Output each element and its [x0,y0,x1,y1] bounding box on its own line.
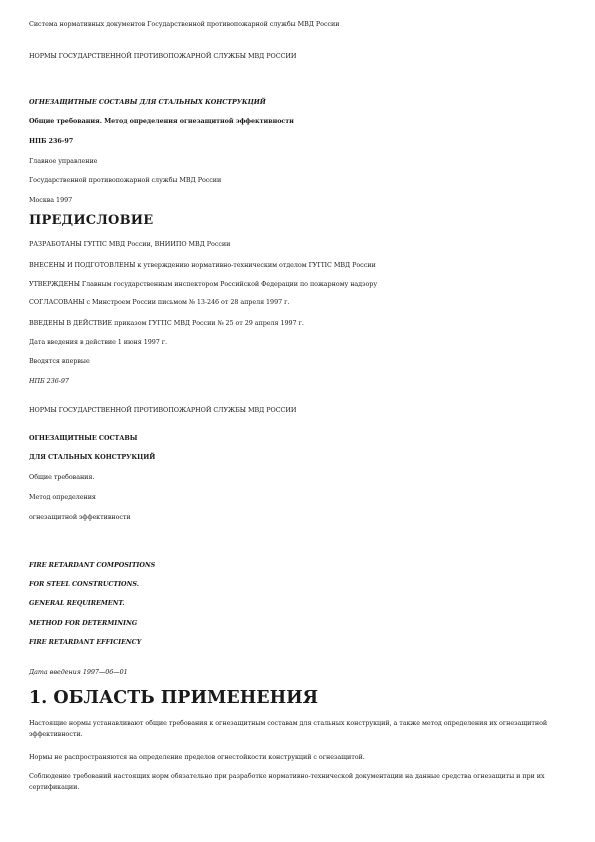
section1-paragraph-3: Соблюдение требований настоящих норм обязательно при разработке нормативно-технической документации на данные средства огнезащиты и при их сертификации. [29,772,545,791]
preface-heading: ПРЕДИСЛОВИЕ [29,213,154,228]
preface-agreed: СОГЛАСОВАНЫ с Минстроем России письмом № 13-246 от 28 апреля 1997 г. [29,298,290,306]
preface-introduced: ВНЕСЕНЫ И ПОДГОТОВЛЕНЫ к утверждению нормативно-техническим отделом ГУГПС МВД России [29,261,376,269]
second-title-line4: Метод определения [29,493,96,501]
second-title-line1: ОГНЕЗАЩИТНЫЕ СОСТАВЫ [29,434,138,442]
english-title-line4: METHOD FOR DETERMINING [29,619,138,627]
section1-paragraph-2: Нормы не распространяются на определение пределов огнестойкости конструкций с огнезащитой. [29,753,365,761]
english-title-line5: FIRE RETARDANT EFFICIENCY [29,638,142,646]
preface-enacted: ВВЕДЕНЫ В ДЕЙСТВИЕ приказом ГУГПС МВД России № 25 от 29 апреля 1997 г. [29,319,304,327]
second-norms-title: НОРМЫ ГОСУДАРСТВЕННОЙ ПРОТИВОПОЖАРНОЙ СЛУЖБЫ МВД РОССИИ [29,406,297,414]
city-year: Москва 1997 [29,196,73,204]
preface-approved: УТВЕРЖДЕНЫ Главным государственным инспектором Российской Федерации по пожарному надзору [29,280,378,288]
preface-code: НПБ 236-97 [29,377,69,385]
second-title-line2: ДЛЯ СТАЛЬНЫХ КОНСТРУКЦИЙ [29,453,156,461]
directorate: Главное управление [29,157,98,165]
document-code: НПБ 236-97 [29,137,74,145]
system-line: Система нормативных документов Государственной противопожарной службы МВД России [29,20,340,28]
preface-first-time: Вводятся впервые [29,357,90,365]
intro-date: Дата введения 1997—06—01 [29,668,128,676]
second-title-line3: Общие требования. [29,473,95,481]
preface-developed: РАЗРАБОТАНЫ ГУГПС МВД России, ВНИИПО МВД России [29,240,231,248]
section1-paragraph-1: Настоящие нормы устанавливают общие требования к огнезащитным составам для стальных конструкций, а также метод определения их огнезащитной эффективности. [29,719,548,738]
preface-effective-date: Дата введения в действие 1 июня 1997 г. [29,338,168,346]
english-title-line1: FIRE RETARDANT COMPOSITIONS [29,561,156,569]
section1-heading: 1. ОБЛАСТЬ ПРИМЕНЕНИЯ [29,688,319,708]
norms-title: НОРМЫ ГОСУДАРСТВЕННОЙ ПРОТИВОПОЖАРНОЙ СЛУЖБЫ МВД РОССИИ [29,52,297,60]
second-title-line5: огнезащитной эффективности [29,513,131,521]
document-subject: ОГНЕЗАЩИТНЫЕ СОСТАВЫ ДЛЯ СТАЛЬНЫХ КОНСТРУКЦИЙ [29,98,266,106]
english-title-line2: FOR STEEL CONSTRUCTIONS. [29,580,139,588]
service-name: Государственной противопожарной службы МВД России [29,176,222,184]
english-title-line3: GENERAL REQUIREMENT. [29,599,125,607]
document-subtitle: Общие требования. Метод определения огнезащитной эффективности [29,117,294,125]
